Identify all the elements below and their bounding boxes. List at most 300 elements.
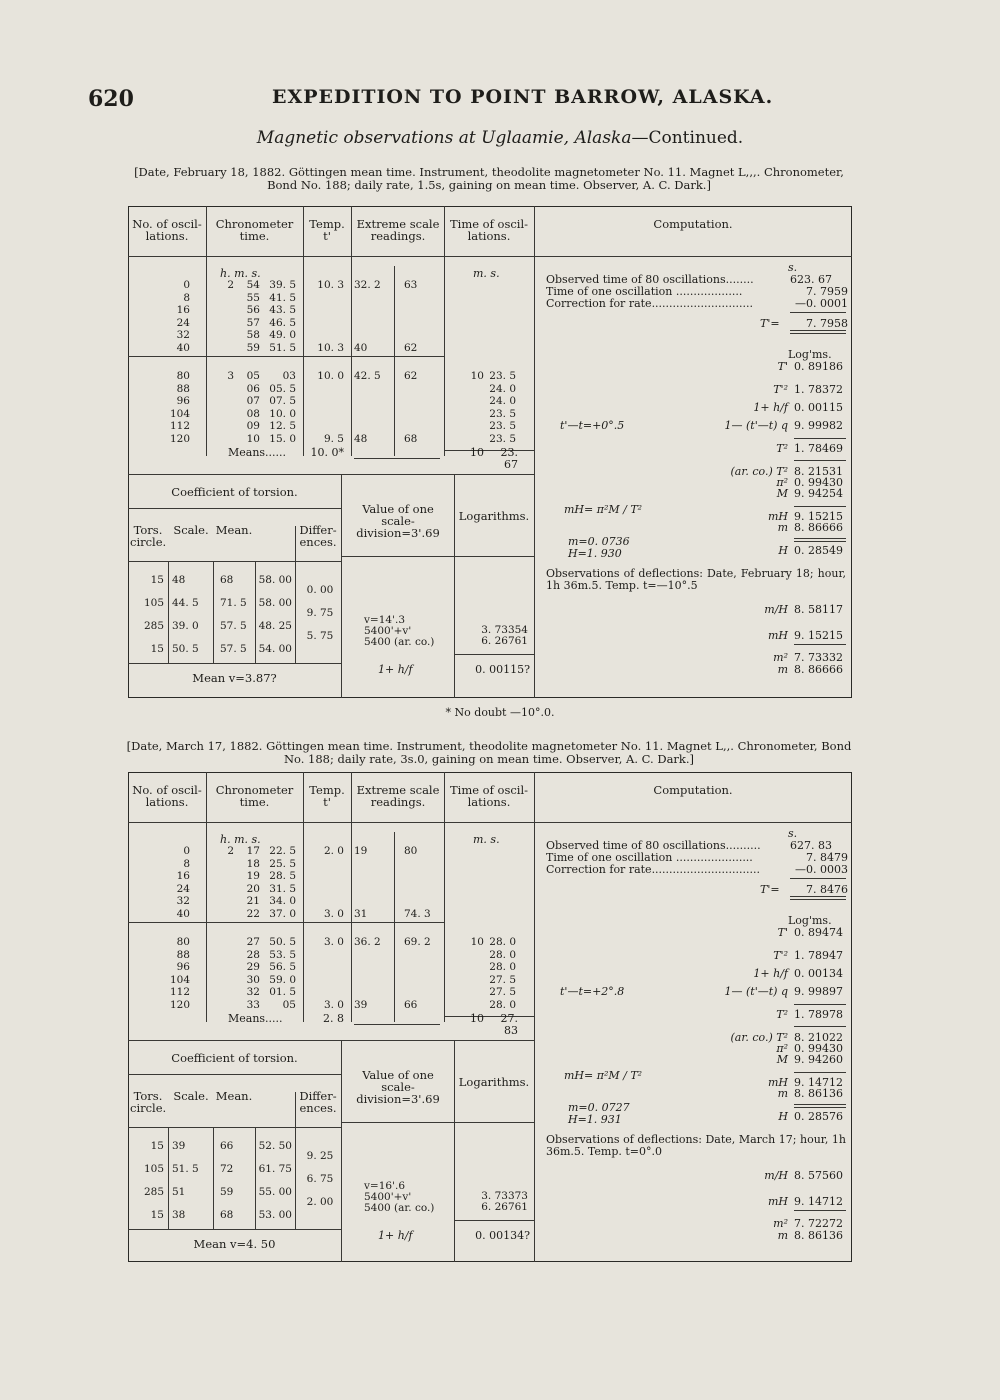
chron-s: 43. 5: [269, 304, 296, 317]
torsion-scale-right: 59: [220, 1186, 234, 1198]
comp-defl-value: 9. 15215: [794, 629, 843, 642]
time-osc-m: 10: [470, 370, 484, 382]
scale-right: 62: [404, 342, 418, 354]
torsion-header: Tors. circle.: [130, 1089, 167, 1115]
comp-log-label: π²: [776, 1042, 788, 1055]
time-osc-s: 28. 0: [489, 999, 516, 1011]
rule: [168, 1127, 169, 1229]
torsion-circle: 285: [143, 620, 164, 632]
rule: [794, 1210, 846, 1211]
rule: [354, 1024, 440, 1025]
chron-s: 39. 5: [269, 279, 296, 291]
chron-h: 2: [227, 279, 234, 291]
rule: [351, 772, 352, 1022]
comp-log-label: H: [778, 1110, 788, 1123]
factor-log: 0. 00134?: [475, 1229, 530, 1242]
comp-T: 7. 8476: [806, 883, 848, 896]
rule: [341, 1040, 342, 1262]
chron-m: 28: [246, 948, 260, 961]
unit-time-osc: m. s.: [473, 267, 500, 280]
rule: [303, 206, 304, 456]
value-line: 5400 (ar. co.): [364, 1202, 435, 1214]
torsion-scale-left: 38: [172, 1209, 186, 1221]
scale-left: 48: [354, 433, 368, 445]
rule: [213, 1127, 214, 1229]
comp-defl-value: 8. 86666: [794, 663, 843, 676]
rule: [394, 266, 395, 456]
osc-value: 24: [176, 316, 190, 329]
header-oscillations: No. of oscil-lations.: [132, 217, 202, 243]
torsion-diff: 9. 25: [306, 1150, 334, 1162]
chron-s: 59. 0: [269, 973, 296, 986]
rule: [128, 356, 444, 357]
torsion-header: Mean.: [215, 523, 253, 537]
page-number: 620: [88, 86, 134, 112]
rule: [794, 1104, 846, 1105]
time-osc-s: 23. 5: [489, 407, 516, 420]
comp-log-label: M: [776, 487, 788, 500]
scale-left: 31: [354, 908, 368, 920]
rule: [790, 330, 846, 331]
table-1: [128, 206, 854, 698]
temp-value: 3. 0: [323, 908, 344, 920]
time-osc-s: 23. 5: [489, 433, 516, 445]
rule: [790, 878, 846, 879]
temp-value: 3. 0: [323, 936, 344, 948]
torsion-circle: 15: [150, 643, 164, 655]
comp-log-value: 9. 94260: [794, 1053, 843, 1066]
osc-value: 8: [183, 291, 190, 304]
scale-right: 80: [404, 845, 418, 857]
torsion-circle: 15: [150, 1209, 164, 1221]
means-temp: 2. 8: [323, 1012, 344, 1025]
rule: [128, 1127, 341, 1128]
comp-dt: t'—t=+2°.8: [560, 985, 625, 998]
comp-log-label: 1+ h/f: [753, 967, 788, 980]
torsion-scale-left: 51: [172, 1186, 186, 1198]
chron-m: 57: [246, 316, 260, 329]
rule: [790, 333, 846, 334]
rule: [794, 506, 846, 507]
caption-1: [Date, February 18, 1882. Göttingen mean time. Instrument, theodolite magnetometer No. 11. Magnet L,,,. Chronometer, Bond No. 188; daily rate, 1.5s, gaining on mean time. Observer, A. C. Dark.]: [134, 165, 844, 192]
rule: [534, 772, 535, 1262]
logarithms-header: Logarithms.: [458, 1075, 530, 1089]
comp-one: 7. 7959: [806, 285, 848, 298]
torsion-mean: 52. 50: [258, 1140, 292, 1152]
torsion-diff: 9. 75: [306, 607, 334, 619]
osc-value: 16: [176, 304, 190, 317]
chron-s: 51. 5: [269, 342, 296, 354]
torsion-header: Mean.: [215, 1089, 253, 1103]
torsion-scale-left: 51. 5: [172, 1163, 199, 1175]
unit-time-osc: m. s.: [473, 833, 500, 846]
torsion-diff: 0. 00: [306, 584, 334, 596]
comp-formula: mH= π²M / T²: [564, 503, 643, 516]
comp-one: 7. 8479: [806, 851, 848, 864]
comp-dt: t'—t=+0°.5: [560, 419, 625, 432]
osc-value: 104: [169, 407, 190, 420]
comp-one-label: Time of one oscillation ...................: [546, 286, 743, 298]
chron-s: 22. 5: [269, 845, 296, 857]
chron-s: 50. 5: [269, 936, 296, 948]
rule: [790, 899, 846, 900]
subtitle-continued: —Continued.: [631, 128, 744, 148]
comp-log-value: 8. 21022: [794, 1031, 843, 1044]
means-label: Means.....: [228, 1012, 283, 1025]
log-value: 6. 26761: [481, 1201, 528, 1213]
chron-m: 21: [246, 895, 260, 908]
log-value: 3. 73373: [481, 1190, 528, 1202]
value-line: v=14'.3: [364, 614, 405, 626]
unit-chronometer: h. m. s.: [220, 267, 261, 280]
header-time-osc: Time of oscil-lations.: [449, 217, 529, 243]
rule: [128, 561, 341, 562]
osc-value: 80: [176, 936, 190, 948]
comp-log-value: 1. 78372: [794, 383, 843, 396]
chron-s: 37. 0: [269, 908, 296, 920]
comp-s-unit: s.: [788, 261, 798, 274]
torsion-header: Differ-ences.: [299, 1089, 337, 1115]
osc-value: 40: [176, 908, 190, 920]
torsion-scale-right: 57. 5: [220, 643, 247, 655]
time-osc-s: 24. 0: [489, 382, 516, 395]
header-computation: Computation.: [653, 217, 733, 231]
rule: [341, 474, 342, 698]
torsion-scale-left: 50. 5: [172, 643, 199, 655]
torsion-header: Differ-ences.: [299, 523, 337, 549]
comp-log-label: π²: [776, 476, 788, 489]
temp-value: 3. 0: [323, 999, 344, 1011]
comp-T: 7. 7958: [806, 317, 848, 330]
chron-s: 28. 5: [269, 870, 296, 883]
comp-log-label: T': [777, 360, 788, 373]
means-temp: 10. 0*: [310, 446, 344, 459]
chron-s: 05. 5: [269, 382, 296, 395]
comp-log-value: 9. 99897: [794, 985, 843, 998]
rule: [444, 206, 445, 456]
torsion-mean: 54. 00: [258, 643, 292, 655]
rule: [444, 772, 445, 1022]
comp-corr-label: Correction for rate...............................: [546, 864, 760, 876]
means-time-m: 10: [470, 1012, 484, 1025]
rule: [128, 663, 341, 664]
chron-s: 15. 0: [269, 433, 296, 445]
comp-log-value: 1. 78469: [794, 442, 843, 455]
comp-log-label: 1— (t'—t) q: [724, 985, 788, 998]
chron-m: 55: [246, 291, 260, 304]
means-label: Means......: [228, 446, 287, 459]
value-line: 5400'+v': [364, 1191, 412, 1203]
chron-m: 19: [246, 870, 260, 883]
torsion-scale-left: 48: [172, 574, 186, 586]
time-osc-s: 27. 5: [489, 973, 516, 986]
time-osc-s: 23. 5: [489, 420, 516, 433]
comp-log-label: T': [777, 926, 788, 939]
chron-h: 2: [227, 845, 234, 857]
rule: [128, 474, 534, 475]
rule: [128, 256, 534, 257]
comp-log-label: H: [778, 544, 788, 557]
torsion-mean: 48. 25: [258, 620, 292, 632]
comp-obs80: 627. 83: [790, 839, 832, 852]
time-osc-s: 28. 0: [489, 948, 516, 961]
header-temp: Temp. t': [309, 783, 345, 809]
torsion-diff: 5. 75: [306, 630, 334, 642]
chron-s: 53. 5: [269, 948, 296, 961]
comp-defl-value: 9. 14712: [794, 1195, 843, 1208]
scale-right: 63: [404, 279, 418, 291]
chron-s: 25. 5: [269, 857, 296, 870]
comp-log-value: 0. 89474: [794, 926, 843, 939]
osc-value: 0: [183, 845, 190, 857]
chron-s: 49. 0: [269, 329, 296, 342]
chron-m: 58: [246, 329, 260, 342]
comp-corr-label: Correction for rate.............................: [546, 298, 753, 310]
osc-value: 96: [176, 961, 190, 974]
comp-m: m=0. 0736: [568, 535, 630, 548]
rule: [794, 1107, 846, 1108]
rule: [454, 1220, 534, 1221]
chron-s: 56. 5: [269, 961, 296, 974]
chron-m: 09: [246, 420, 260, 433]
header-chronometer: Chronometer time.: [215, 783, 294, 809]
torsion-circle: 105: [143, 597, 164, 609]
comp-defl-label: m²: [773, 651, 788, 664]
header-time-osc: Time of oscil-lations.: [449, 783, 529, 809]
rule: [206, 772, 207, 1022]
comp-log-label: mH: [767, 510, 788, 523]
value-line: v=16'.6: [364, 1180, 405, 1192]
time-osc-s: 27. 5: [489, 986, 516, 999]
scale-right: 66: [404, 999, 418, 1011]
value-header: Value of one scale-division=3'.69: [356, 1068, 440, 1106]
factor-log: 0. 00115?: [475, 663, 530, 676]
osc-value: 40: [176, 342, 190, 354]
torsion-scale-right: 68: [220, 1209, 234, 1221]
comp-obs80-label: Observed time of 80 oscillations..........: [546, 840, 761, 852]
temp-value: 10. 0: [317, 370, 344, 382]
comp-T-label: T'=: [760, 317, 780, 330]
torsion-diff: 6. 75: [306, 1173, 334, 1185]
comp-defl-value: 8. 86136: [794, 1229, 843, 1242]
comp-log-value: 1. 78978: [794, 1008, 843, 1021]
rule: [303, 772, 304, 1022]
chron-m: 27: [246, 936, 260, 948]
rule: [794, 1004, 846, 1005]
chron-s: 41. 5: [269, 291, 296, 304]
comp-H: H=1. 931: [568, 1113, 622, 1126]
header-computation: Computation.: [653, 783, 733, 797]
rule: [790, 312, 846, 313]
subtitle: [0, 128, 1000, 148]
caption-2: [Date, March 17, 1882. Göttingen mean time. Instrument, theodolite magnetometer No. 11. Magnet L,,. Chronometer, Bond No. 188; daily rate, 3s.0, gaining on mean time. Observer, A. C. Dark.]: [126, 739, 852, 766]
header-temp: Temp. t': [309, 217, 345, 243]
comp-log-value: 9. 99982: [794, 419, 843, 432]
rule: [534, 256, 852, 257]
torsion-scale-left: 44. 5: [172, 597, 199, 609]
value-line: 5400'+v': [364, 625, 412, 637]
torsion-circle: 105: [143, 1163, 164, 1175]
torsion-scale-right: 71. 5: [220, 597, 247, 609]
chron-m: 22: [246, 908, 260, 920]
means-time-s: 27. 83: [500, 1012, 518, 1037]
comp-log-label: m: [777, 521, 788, 534]
chron-m: 07: [246, 395, 260, 408]
header-scale: Extreme scale readings.: [356, 217, 440, 243]
chron-m: 05: [246, 370, 260, 382]
chron-m: 20: [246, 882, 260, 895]
comp-log-label: (ar. co.) T²: [730, 465, 788, 478]
rule: [454, 654, 534, 655]
rule: [454, 474, 455, 698]
torsion-header: Scale.: [173, 523, 209, 537]
rule: [794, 538, 846, 539]
comp-log-label: mH: [767, 1076, 788, 1089]
torsion-mean-v: Mean v=3.87?: [192, 671, 277, 685]
means-time-s: 23. 67: [500, 446, 518, 471]
rule: [128, 1040, 534, 1041]
torsion-circle: 285: [143, 1186, 164, 1198]
header-chronometer: Chronometer time.: [215, 217, 294, 243]
torsion-circle: 15: [150, 1140, 164, 1152]
torsion-mean: 61. 75: [258, 1163, 292, 1175]
rule: [213, 561, 214, 663]
header-oscillations: No. of oscil-lations.: [132, 783, 202, 809]
osc-value: 32: [176, 895, 190, 908]
scale-right: 68: [404, 433, 418, 445]
rule: [794, 460, 846, 461]
rule: [794, 438, 846, 439]
torsion-diff: 2. 00: [306, 1196, 334, 1208]
comp-obs80: 623. 67: [790, 273, 832, 286]
value-line: 5400 (ar. co.): [364, 636, 435, 648]
comp-logms: Log'ms.: [788, 914, 832, 927]
chron-s: 03: [282, 370, 296, 382]
comp-log-label: m: [777, 1087, 788, 1100]
torsion-scale-left: 39. 0: [172, 620, 199, 632]
running-title: EXPEDITION TO POINT BARROW, ALASKA.: [272, 86, 774, 108]
chron-m: 10: [246, 433, 260, 445]
comp-s-unit: s.: [788, 827, 798, 840]
torsion-scale-right: 68: [220, 574, 234, 586]
torsion-title: Coefficient of torsion.: [171, 485, 298, 499]
comp-deflections: Observations of deflections: Date, February 18; hour, 1h 36m.5. Temp. t=—10°.5: [546, 567, 846, 592]
chron-s: 46. 5: [269, 316, 296, 329]
comp-defl-value: 8. 57560: [794, 1169, 843, 1182]
log-value: 6. 26761: [481, 635, 528, 647]
comp-log-value: 9. 15215: [794, 510, 843, 523]
osc-value: 112: [169, 986, 190, 999]
torsion-scale-right: 66: [220, 1140, 234, 1152]
torsion-mean: 58. 00: [258, 597, 292, 609]
chron-m: 59: [246, 342, 260, 354]
osc-value: 96: [176, 395, 190, 408]
rule: [128, 822, 534, 823]
rule: [454, 1040, 455, 1262]
chron-m: 54: [246, 279, 260, 291]
comp-defl-label: m/H: [764, 1169, 788, 1182]
chron-m: 29: [246, 961, 260, 974]
osc-value: 24: [176, 882, 190, 895]
comp-log-value: 8. 86136: [794, 1087, 843, 1100]
chron-s: 05: [282, 999, 296, 1011]
rule: [394, 832, 395, 1022]
comp-defl-label: mH: [767, 1195, 788, 1208]
comp-defl-label: mH: [767, 629, 788, 642]
comp-defl-label: m/H: [764, 603, 788, 616]
time-osc-m: 10: [470, 936, 484, 948]
rule: [794, 644, 846, 645]
chron-m: 32: [246, 986, 260, 999]
comp-log-value: 9. 14712: [794, 1076, 843, 1089]
comp-log-value: 0. 28576: [794, 1110, 843, 1123]
rule: [128, 922, 444, 923]
comp-log-value: 8. 21531: [794, 465, 843, 478]
rule: [534, 822, 852, 823]
subtitle-italic: Magnetic observations at Uglaamie, Alaska: [256, 128, 632, 148]
comp-log-value: 8. 86666: [794, 521, 843, 534]
torsion-scale-right: 57. 5: [220, 620, 247, 632]
table-2: [128, 772, 854, 1262]
rule: [206, 206, 207, 456]
factor: 1+ h/f: [378, 1229, 413, 1242]
chron-m: 06: [246, 382, 260, 395]
osc-value: 88: [176, 948, 190, 961]
torsion-mean-v: Mean v=4. 50: [193, 1237, 276, 1251]
log-value: 3. 73354: [481, 624, 528, 636]
scale-right: 69. 2: [404, 936, 431, 948]
comp-H: H=1. 930: [568, 547, 622, 560]
chron-m: 30: [246, 973, 260, 986]
comp-corr: —0. 0003: [795, 863, 848, 876]
scale-left: 40: [354, 342, 368, 354]
comp-deflections: Observations of deflections: Date, March 17; hour, 1h 36m.5. Temp. t=0°.0: [546, 1133, 846, 1158]
means-time-m: 10: [470, 446, 484, 459]
osc-value: 120: [169, 433, 190, 445]
chron-m: 56: [246, 304, 260, 317]
time-osc-s: 28. 0: [489, 961, 516, 974]
temp-value: 9. 5: [323, 433, 344, 445]
comp-log-value: 0. 89186: [794, 360, 843, 373]
rule: [794, 1072, 846, 1073]
header-scale: Extreme scale readings.: [356, 783, 440, 809]
comp-one-label: Time of one oscillation ......................: [546, 852, 753, 864]
comp-log-label: T'²: [773, 383, 788, 396]
torsion-scale-right: 72: [220, 1163, 234, 1175]
comp-m: m=0. 0727: [568, 1101, 630, 1114]
value-header: Value of one scale-division=3'.69: [356, 502, 440, 540]
comp-defl-label: m: [777, 1229, 788, 1242]
temp-value: 10. 3: [317, 279, 344, 291]
temp-value: 10. 3: [317, 342, 344, 354]
torsion-header: Tors. circle.: [130, 523, 167, 549]
rule: [341, 1122, 534, 1123]
rule: [128, 1229, 341, 1230]
osc-value: 8: [183, 857, 190, 870]
torsion-circle: 15: [150, 574, 164, 586]
rule: [794, 541, 846, 542]
time-osc-s: 28. 0: [489, 936, 516, 948]
rule: [341, 556, 534, 557]
osc-value: 104: [169, 973, 190, 986]
chron-m: 18: [246, 857, 260, 870]
rule: [351, 206, 352, 456]
comp-corr: —0. 0001: [795, 297, 848, 310]
osc-value: 120: [169, 999, 190, 1011]
scale-left: 42. 5: [354, 370, 381, 382]
comp-log-label: T'²: [773, 949, 788, 962]
scale-left: 32. 2: [354, 279, 381, 291]
